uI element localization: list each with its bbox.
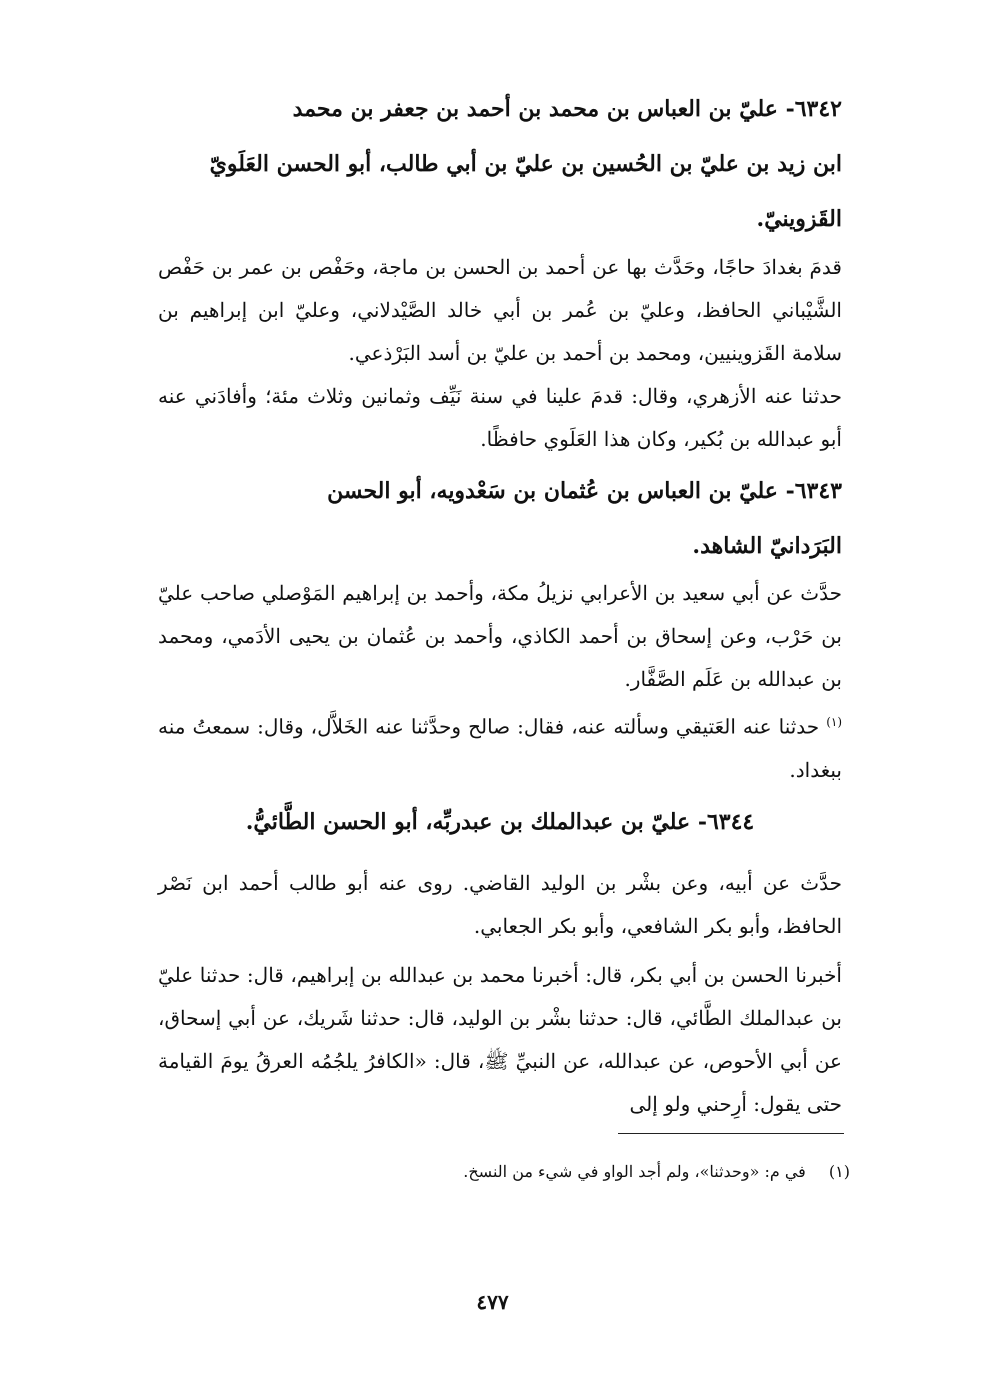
paragraph: حدَّث عن أبيه، وعن بشْر بن الوليد القاضي. روى عنه أبو طالب أحمد ابن نَصْر الحافظ، وأبو بكر الشافعي، وأبو بكر الجعابي. xyxy=(158,871,842,938)
entry-6344-body xyxy=(158,862,842,1126)
footnote-divider xyxy=(618,1133,844,1134)
paragraph xyxy=(158,701,842,792)
heading-line: البَرَدانيّ الشاهد. xyxy=(692,533,842,559)
footnote xyxy=(160,1160,850,1184)
heading-line: القَزوينيّ. xyxy=(756,206,842,232)
entry-6344-heading: ٦٣٤٤- عليّ بن عبدالملك بن عبدربِّه، أبو الحسن الطَّائيُّ. xyxy=(245,809,755,835)
footnote-text: في م: «وحدثنا»، ولم أجد الواو في شيء من النسخ. xyxy=(463,1162,806,1181)
paragraph: حدثنا عنه الأزهري، وقال: قدمَ علينا في سنة نَيِّف وثمانين وثلاث مئة؛ وأفادَني عنه أبو عبدالله بن بُكير، وكان هذا العَلَوي حافظًا. xyxy=(158,384,842,451)
footnote-number: (١) xyxy=(828,1162,850,1181)
entry-6342-body xyxy=(158,246,842,461)
entry-heading xyxy=(158,82,842,247)
page-number: ٤٧٧ xyxy=(476,1290,509,1314)
entry-6343-body xyxy=(158,572,842,792)
paragraph: حدَّث عن أبي سعيد بن الأعرابي نزيلُ مكة، وأحمد بن إبراهيم المَوْصلي صاحب عليّ بن حَرْب، وعن إسحاق بن أحمد الكاذي، وأحمد بن عُثمان بن يحيى الأدَمي، ومحمد بن عبدالله بن عَلَم الصَّفَّار. xyxy=(158,581,842,691)
footnote-marker: (١) xyxy=(826,715,843,729)
heading-line: ابن زيد بن عليّ بن الحُسين بن عليّ بن أبي طالب، أبو الحسن العَلَويّ xyxy=(209,151,842,177)
entry-6342 xyxy=(158,82,842,247)
paragraph: أخبرنا الحسن بن أبي بكر، قال: أخبرنا محمد بن عبدالله بن إبراهيم، قال: حدثنا عليّ بن عبدالملك الطَّائي، قال: حدثنا بشْر بن الوليد، قال: حدثنا شَريك، عن أبي إسحاق، عن أبي الأحوص، عن عبدالله، عن النبيِّ ﷺ، قال: «الكافرُ يلجُمُه العرقُ يومَ القيامة حتى يقول: أرِحني ولو إلى xyxy=(158,963,842,1116)
heading-line: ٦٣٤٢- عليّ بن العباس بن محمد بن أحمد بن جعفر بن محمد xyxy=(292,96,842,122)
entry-heading xyxy=(158,464,842,574)
entry-6343 xyxy=(158,464,842,574)
paragraph-text: حدثنا عنه العَتيقي وسألته عنه، فقال: صالح وحدَّثنا عنه الخَلاَّل، وقال: سمعتُ منه ببغداد. xyxy=(158,714,842,782)
heading-line: ٦٣٤٣- عليّ بن العباس بن عُثمان بن سَعْدويه، أبو الحسن xyxy=(327,478,842,504)
paragraph: قدمَ بغدادَ حاجًا، وحَدَّث بها عن أحمد بن الحسن بن ماجة، وحَفْص بن عمر بن حَفْص الشَّيْباني الحافظ، وعليّ بن عُمر بن أبي خالد الصَّيْدلاني، وعليّ ابن إبراهيم بن سلامة القَزوينيين، ومحمد بن أحمد بن عليّ بن أسد البَرْذعي. xyxy=(158,255,842,365)
